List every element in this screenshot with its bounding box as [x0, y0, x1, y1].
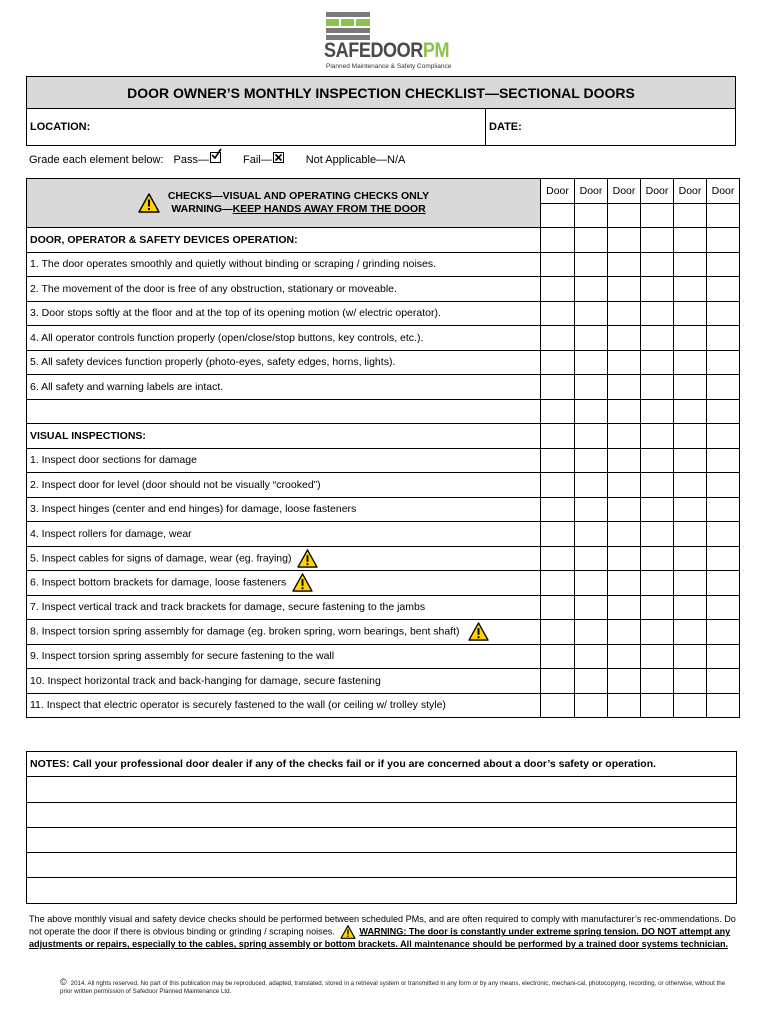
table-row — [27, 301, 740, 326]
table-header-row — [27, 179, 740, 204]
logo-tagline: Planned Maintenance & Safety Compliance — [326, 63, 452, 70]
table-row — [27, 497, 740, 522]
grade-cell[interactable] — [541, 546, 575, 571]
grade-cell[interactable] — [674, 595, 707, 620]
x-box-icon — [273, 152, 284, 163]
table-row — [27, 350, 740, 375]
grade-cell[interactable] — [707, 620, 740, 645]
table-row — [27, 693, 740, 718]
grade-cell[interactable] — [707, 448, 740, 473]
door-id-cell[interactable] — [608, 203, 641, 228]
grade-cell[interactable] — [541, 448, 575, 473]
table-row — [27, 252, 740, 277]
grade-cell[interactable] — [575, 350, 608, 375]
door-column-header: Door — [541, 179, 575, 204]
door-column-header: Door — [575, 179, 608, 204]
checks-header — [27, 179, 541, 228]
notes-line[interactable] — [27, 827, 737, 852]
check-item: 2. Inspect door for level (door should not be visually “crooked”) — [27, 473, 541, 498]
table-row — [27, 473, 740, 498]
door-column-header: Door — [641, 179, 674, 204]
grade-cell[interactable] — [575, 595, 608, 620]
grade-cell[interactable] — [608, 375, 641, 400]
section-row — [27, 228, 740, 253]
grade-cell[interactable] — [575, 277, 608, 302]
grade-cell[interactable] — [641, 473, 674, 498]
grade-cell[interactable] — [541, 326, 575, 351]
grade-cell[interactable] — [641, 693, 674, 718]
section-heading-visual: VISUAL INSPECTIONS: — [27, 424, 541, 449]
grade-cell[interactable] — [608, 693, 641, 718]
grade-cell[interactable] — [541, 473, 575, 498]
grade-cell[interactable] — [707, 301, 740, 326]
footer-text: The above monthly visual and safety device checks should be performed between scheduled PMs, and are often required to comply with manufacturer’s rec-ommendations. Do not operate the door if there is obvious binding or grinding / scraping noises. — [29, 914, 736, 937]
grade-intro: Grade each element below: — [29, 154, 164, 166]
grade-cell[interactable] — [608, 326, 641, 351]
grade-cell[interactable] — [641, 522, 674, 547]
grade-cell[interactable] — [541, 522, 575, 547]
grade-cell[interactable] — [674, 522, 707, 547]
notes-heading: NOTES: Call your professional door dealer if any of the checks fail or if you are concerned about a door’s safety or operation. — [27, 752, 737, 777]
checklist-table — [26, 178, 740, 718]
grade-cell[interactable] — [541, 669, 575, 694]
grade-cell[interactable] — [707, 326, 740, 351]
grade-cell[interactable] — [608, 595, 641, 620]
check-item-with-warning — [27, 571, 541, 596]
check-item: 3. Inspect hinges (center and end hinges) for damage, loose fasteners — [27, 497, 541, 522]
grade-cell[interactable] — [575, 473, 608, 498]
grade-cell[interactable] — [707, 350, 740, 375]
grade-cell[interactable] — [674, 252, 707, 277]
grade-cell[interactable] — [575, 620, 608, 645]
notes-table — [26, 751, 737, 904]
grade-cell[interactable] — [707, 252, 740, 277]
check-item: 5. All safety devices function properly (photo-eyes, safety edges, horns, lights). — [27, 350, 541, 375]
grade-cell[interactable] — [575, 571, 608, 596]
grade-cell[interactable] — [575, 375, 608, 400]
table-row — [27, 546, 740, 571]
grade-cell[interactable] — [608, 571, 641, 596]
grade-cell[interactable] — [707, 595, 740, 620]
grade-cell[interactable] — [608, 473, 641, 498]
notes-line[interactable] — [27, 878, 737, 903]
grade-cell[interactable] — [707, 473, 740, 498]
warning-triangle-icon — [292, 573, 313, 592]
grade-cell[interactable] — [674, 301, 707, 326]
grade-cell[interactable] — [674, 375, 707, 400]
door-column-header: Door — [674, 179, 707, 204]
grade-cell[interactable] — [608, 301, 641, 326]
check-item: 6. All safety and warning labels are intact. — [27, 375, 541, 400]
check-item: 10. Inspect horizontal track and back-hanging for damage, secure fastening — [27, 669, 541, 694]
grade-cell[interactable] — [575, 301, 608, 326]
grade-cell[interactable] — [641, 620, 674, 645]
grade-cell[interactable] — [707, 522, 740, 547]
grade-cell[interactable] — [641, 595, 674, 620]
warning-prefix: WARNING— — [171, 203, 233, 215]
check-item: 4. All operator controls function properly (open/close/stop buttons, key controls, etc.). — [27, 326, 541, 351]
safedoor-logo — [324, 12, 454, 72]
grade-cell[interactable] — [674, 350, 707, 375]
grade-cell[interactable] — [674, 277, 707, 302]
door-id-cell[interactable] — [674, 203, 707, 228]
door-id-cell[interactable] — [707, 203, 740, 228]
grade-cell[interactable] — [541, 497, 575, 522]
date-field[interactable] — [486, 109, 735, 145]
copyright-text: 2014. All rights reserved. No part of this publication may be reproduced, adapted, translated, stored in a retrieval system or transmitted in any form or by any means, electronic, mechani-cal, photocopying, recording, or otherwise, without the prior written permission of Safedoor Planned Maintenance Ltd. — [60, 980, 726, 995]
footer-warning: WARNING: The door is constantly under extreme spring tension. DO NOT attempt any adjustments or repairs, especially to the cables, spring assembly or bottom brackets. All maintenance should be performed by a trained door systems technician. — [29, 926, 731, 949]
location-label: LOCATION: — [30, 121, 91, 133]
table-row — [27, 326, 740, 351]
grade-fail-label: Fail— — [243, 154, 272, 166]
grade-cell[interactable] — [641, 350, 674, 375]
grade-cell[interactable] — [541, 595, 575, 620]
grade-legend — [29, 154, 405, 166]
notes-line[interactable] — [27, 853, 737, 878]
grade-cell[interactable] — [674, 497, 707, 522]
grade-cell[interactable] — [541, 693, 575, 718]
grade-cell[interactable] — [641, 571, 674, 596]
door-column-header: Door — [608, 179, 641, 204]
checks-header-line1: CHECKS—VISUAL AND OPERATING CHECKS ONLY — [167, 190, 430, 202]
notes-line[interactable] — [27, 777, 737, 802]
grade-cell[interactable] — [575, 644, 608, 669]
warning-triangle-icon — [340, 925, 356, 939]
grade-cell[interactable] — [707, 669, 740, 694]
blank-row — [27, 399, 740, 424]
check-item: 11. Inspect that electric operator is securely fastened to the wall (or ceiling w/ trolley style) — [27, 693, 541, 718]
grade-cell[interactable] — [608, 277, 641, 302]
grade-cell[interactable] — [575, 497, 608, 522]
table-row — [27, 669, 740, 694]
grade-cell[interactable] — [575, 522, 608, 547]
warning-triangle-icon — [297, 549, 318, 568]
grade-cell[interactable] — [608, 644, 641, 669]
logo-wordmark: SAFEDOORPM — [324, 39, 450, 62]
warning-triangle-icon — [468, 622, 489, 641]
grade-cell[interactable] — [608, 497, 641, 522]
grade-cell[interactable] — [641, 252, 674, 277]
grade-cell[interactable] — [608, 620, 641, 645]
grade-cell[interactable] — [641, 669, 674, 694]
grade-cell[interactable] — [674, 326, 707, 351]
section-row — [27, 424, 740, 449]
check-item: 6. Inspect bottom brackets for damage, loose fasteners — [30, 576, 287, 589]
date-label: DATE: — [489, 121, 522, 133]
grade-cell[interactable] — [674, 571, 707, 596]
grade-cell[interactable] — [707, 277, 740, 302]
check-item: 9. Inspect torsion spring assembly for secure fastening to the wall — [27, 644, 541, 669]
footer-instructions — [29, 914, 739, 950]
grade-cell[interactable] — [641, 448, 674, 473]
check-item: 7. Inspect vertical track and track brackets for damage, secure fastening to the jambs — [27, 595, 541, 620]
grade-cell[interactable] — [608, 669, 641, 694]
grade-pass-label: Pass— — [173, 154, 209, 166]
checkmark-box-icon — [210, 152, 221, 163]
grade-cell[interactable] — [575, 252, 608, 277]
grade-cell[interactable] — [608, 522, 641, 547]
grade-cell[interactable] — [707, 693, 740, 718]
check-item: 2. The movement of the door is free of any obstruction, stationary or moveable. — [27, 277, 541, 302]
grade-cell[interactable] — [575, 693, 608, 718]
grade-cell[interactable] — [674, 669, 707, 694]
grade-cell[interactable] — [674, 448, 707, 473]
table-row — [27, 595, 740, 620]
grade-cell[interactable] — [707, 375, 740, 400]
grade-cell[interactable] — [707, 644, 740, 669]
grade-cell[interactable] — [707, 497, 740, 522]
grade-cell[interactable] — [575, 448, 608, 473]
table-row — [27, 571, 740, 596]
grade-cell[interactable] — [608, 546, 641, 571]
grade-cell[interactable] — [575, 326, 608, 351]
grade-cell[interactable] — [641, 546, 674, 571]
grade-cell[interactable] — [541, 252, 575, 277]
door-id-cell[interactable] — [575, 203, 608, 228]
grade-cell[interactable] — [674, 620, 707, 645]
check-item-with-warning — [27, 620, 541, 645]
grade-cell[interactable] — [541, 277, 575, 302]
door-id-cell[interactable] — [641, 203, 674, 228]
grade-cell[interactable] — [541, 620, 575, 645]
grade-cell[interactable] — [641, 326, 674, 351]
grade-cell[interactable] — [707, 571, 740, 596]
grade-na-label: Not Applicable—N/A — [305, 154, 406, 166]
table-row — [27, 375, 740, 400]
copyright-symbol: © — [60, 977, 67, 987]
grade-cell[interactable] — [575, 669, 608, 694]
grade-cell[interactable] — [674, 546, 707, 571]
section-heading-operation: DOOR, OPERATOR & SAFETY DEVICES OPERATION: — [27, 228, 541, 253]
check-item: 5. Inspect cables for signs of damage, wear (eg. fraying) — [30, 552, 292, 565]
warning-triangle-icon — [138, 193, 160, 213]
table-row — [27, 448, 740, 473]
door-id-cell[interactable] — [541, 203, 575, 228]
grade-cell[interactable] — [641, 277, 674, 302]
table-row — [27, 522, 740, 547]
grade-cell[interactable] — [641, 375, 674, 400]
notes-line[interactable] — [27, 802, 737, 827]
grade-cell[interactable] — [641, 644, 674, 669]
grade-cell[interactable] — [641, 497, 674, 522]
grade-cell[interactable] — [608, 448, 641, 473]
copyright-notice — [60, 978, 730, 996]
grade-cell[interactable] — [541, 375, 575, 400]
check-item: 3. Door stops softly at the floor and at the top of its opening motion (w/ electric operator). — [27, 301, 541, 326]
check-item: 1. The door operates smoothly and quietly without binding or scraping / grinding noises. — [27, 252, 541, 277]
grade-cell[interactable] — [541, 571, 575, 596]
grade-cell[interactable] — [575, 546, 608, 571]
page-title: DOOR OWNER’S MONTHLY INSPECTION CHECKLIST—SECTIONAL DOORS — [26, 76, 736, 109]
grade-cell[interactable] — [608, 252, 641, 277]
door-column-header: Door — [707, 179, 740, 204]
check-item: 4. Inspect rollers for damage, wear — [27, 522, 541, 547]
grade-cell[interactable] — [674, 693, 707, 718]
check-item: 8. Inspect torsion spring assembly for damage (eg. broken spring, worn bearings, bent shaft) — [30, 625, 460, 638]
grade-cell[interactable] — [674, 473, 707, 498]
grade-cell[interactable] — [641, 301, 674, 326]
check-item: 1. Inspect door sections for damage — [27, 448, 541, 473]
location-field[interactable] — [27, 109, 486, 145]
warning-keep-hands-away: KEEP HANDS AWAY FROM THE DOOR — [232, 203, 426, 215]
grade-cell[interactable] — [541, 644, 575, 669]
table-row — [27, 277, 740, 302]
check-item-with-warning — [27, 546, 541, 571]
grade-cell[interactable] — [707, 546, 740, 571]
grade-cell[interactable] — [541, 350, 575, 375]
grade-cell[interactable] — [674, 644, 707, 669]
grade-cell[interactable] — [541, 301, 575, 326]
grade-cell[interactable] — [608, 350, 641, 375]
table-row — [27, 620, 740, 645]
table-row — [27, 644, 740, 669]
location-date-row — [26, 109, 736, 146]
